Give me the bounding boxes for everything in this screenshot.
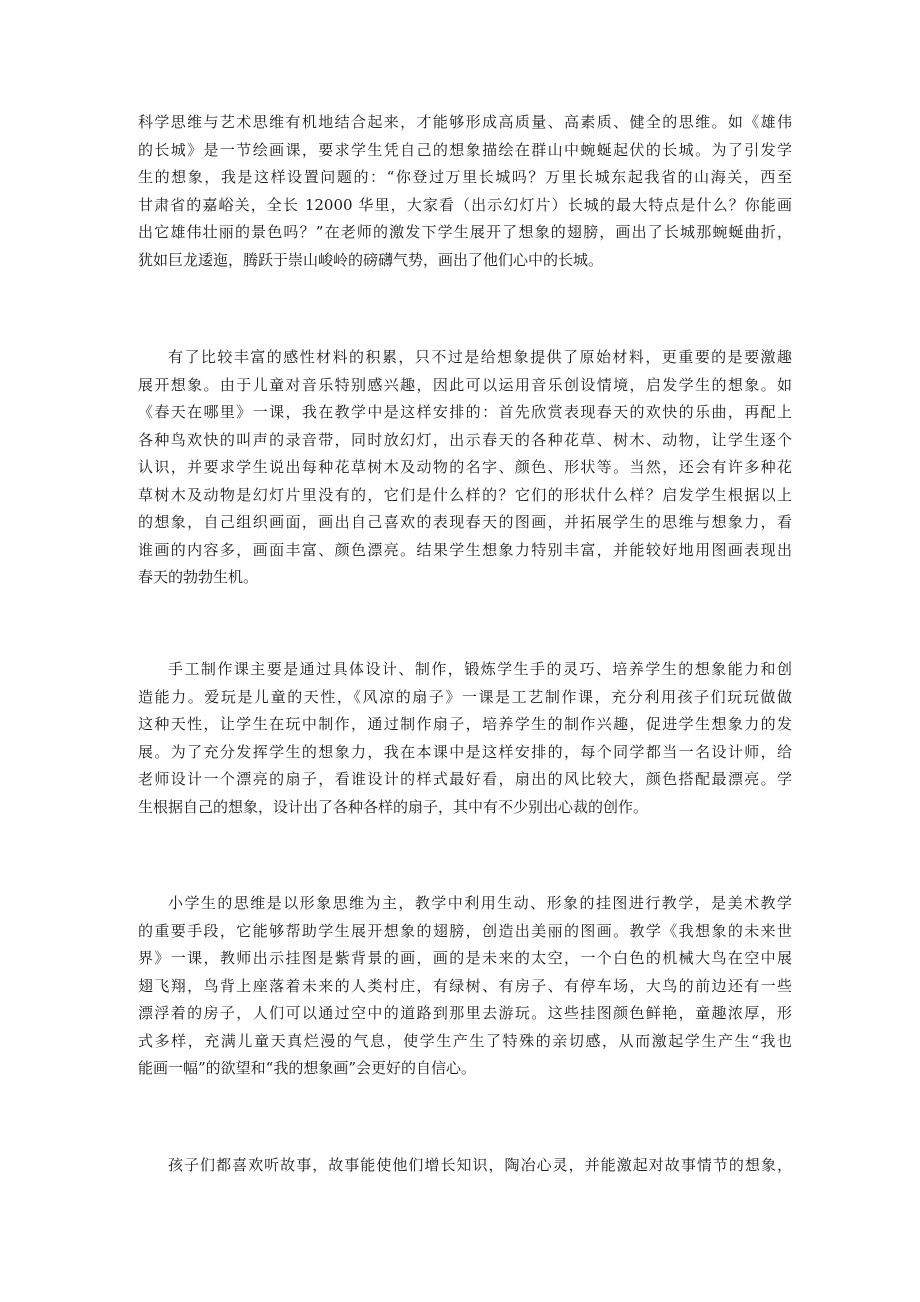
text-line: 的长城》是一节绘画课，要求学生凭自己的想象描绘在群山中蜿蜒起伏的长城。为了引发学: [138, 140, 792, 159]
text-line: 科学思维与艺术思维有机地结合起来，才能够形成高质量、高素质、健全的思维。如《雄伟: [138, 113, 792, 131]
paragraph-great-wall: [138, 109, 792, 274]
text-line: 造能力。爱玩是儿童的天性，《风凉的扇子》一课是工艺制作课，充分利用孩子们玩玩做做: [138, 687, 792, 706]
text-line: 式多样，充满儿童天真烂漫的气息，使学生产生了特殊的亲切感，从而激起学生产生“我也: [138, 1031, 792, 1050]
text-line: 展开想象。由于儿童对音乐特别感兴趣，因此可以运用音乐创设情境，启发学生的想象。如: [138, 375, 792, 394]
text-line: 甘肃省的嘉峪关，全长 12000 华里，大家看（出示幻灯片）长城的最大特点是什么？你能画: [138, 195, 792, 214]
text-line: 小学生的思维是以形象思维为主，教学中利用生动、形象的挂图进行教学，是美术教学: [168, 894, 792, 912]
text-line: 有了比较丰富的感性材料的积累，只不过是给想象提供了原始材料，更重要的是要激趣: [168, 348, 792, 366]
text-line: 能画一幅”的欲望和“我的想象画”会更好的自信心。: [138, 1059, 477, 1077]
paragraph-spring-music: [138, 344, 792, 592]
paragraph-wall-chart: [138, 890, 792, 1083]
text-line: 出它雄伟壮丽的景色吗？”在老师的激发下学生展开了想象的翅膀，画出了长城那蜿蜒曲折，: [138, 223, 792, 241]
text-line: 谁画的内容多，画面丰富、颜色漂亮。结果学生想象力特别丰富，并能较好地用图画表现出: [138, 540, 792, 559]
text-line: 生的想象，我是这样设置问题的：“你登过万里长城吗？万里长城东起我省的山海关，西至: [138, 168, 792, 186]
text-line: 漂浮着的房子，人们可以通过空中的道路到那里去游玩。这些挂图颜色鲜艳，童趣浓厚，形: [138, 1004, 792, 1022]
text-line: 的重要手段，它能够帮助学生展开想象的翅膀，创造出美丽的图画。教学《我想象的未来世: [138, 921, 792, 940]
text-line: 老师设计一个漂亮的扇子，看谁设计的样式最好看，扇出的风比较大，颜色搭配最漂亮。学: [138, 770, 792, 788]
text-line: 界》一课，教师出示挂图是紫背景的画，画的是未来的太空，一个白色的机械大鸟在空中展: [138, 949, 792, 967]
text-line: 的想象，自己组织画面，画出自己喜欢的表现春天的图画，并拓展学生的思维与想象力，看: [138, 513, 792, 531]
text-line: 手工制作课主要是通过具体设计、制作，锻炼学生手的灵巧、培养学生的想象能力和创: [168, 660, 792, 678]
text-line: 翅飞翔，鸟背上座落着未来的人类村庄，有绿树、有房子、有停车场，大鸟的前边还有一些: [138, 976, 792, 995]
text-line: 认识，并要求学生说出每种花草树木及动物的名字、颜色、形状等。当然，还会有许多种花: [138, 458, 792, 476]
text-line: 草树木及动物是幻灯片里没有的，它们是什么样的？它们的形状什么样？启发学生根据以上: [138, 485, 792, 504]
paragraph-stories: [138, 1152, 792, 1180]
text-line: 这种天性，让学生在玩中制作，通过制作扇子，培养学生的制作兴趣，促进学生想象力的发: [138, 715, 792, 733]
text-line: 孩子们都喜欢听故事，故事能使他们增长知识，陶冶心灵，并能激起对故事情节的想象，: [168, 1156, 792, 1174]
text-line: 犹如巨龙逶迤，腾跃于崇山峻岭的磅礴气势，画出了他们心中的长城。: [138, 250, 604, 269]
text-line: 各种鸟欢快的叫声的录音带，同时放幻灯，出示春天的各种花草、树木、动物，让学生逐个: [138, 430, 792, 449]
text-line: 春天的勃勃生机。: [138, 568, 259, 586]
paragraph-handcraft-fan: [138, 656, 792, 821]
text-line: 《春天在哪里》一课，我在教学中是这样安排的：首先欣赏表现春天的欢快的乐曲，再配上: [138, 403, 792, 421]
text-line: 生根据自己的想象，设计出了各种各样的扇子，其中有不少别出心裁的创作。: [138, 797, 649, 816]
text-line: 展。为了充分发挥学生的想象力，我在本课中是这样安排的，每个同学都当一名设计师，给: [138, 742, 792, 761]
